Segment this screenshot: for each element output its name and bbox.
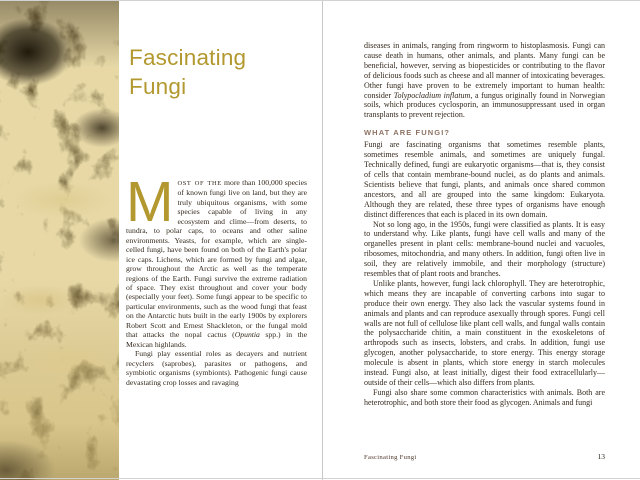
fungi-photo-shading	[0, 0, 119, 480]
page-top-edge	[0, 0, 640, 1]
fungus-name-italic: Tolypocladium inflatum	[393, 90, 471, 100]
right-paragraph-1-end: , a fungus originally found in Norwegian soils, which produces cyclosporin, an immunosuppressant used in organ transplants to prevent rejection.	[364, 90, 605, 120]
running-footer-title: Fascinating Fungi	[364, 454, 417, 461]
fungi-micrograph-photo	[0, 0, 119, 480]
chapter-title	[129, 44, 246, 101]
right-paragraph-1	[364, 41, 605, 120]
right-text-column	[364, 41, 605, 408]
right-paragraph-1-text: diseases in animals, ranging from ringworm to histoplasmosis. Fungi can cause death in humans, other animals, and plants. Many fungi can be beneficial, however, serving as biopesticides or contributing to the flavor of delicious foods such as cheese and all manner of intoxicating beverages. Other fungi have proven to be extremely important to human health: consider	[364, 41, 605, 100]
left-paragraph-1-end: spp.) in the Mexican highlands.	[126, 330, 307, 349]
chapter-title-line2: Fungi	[129, 73, 187, 99]
page-bottom-edge	[0, 478, 640, 479]
chapter-title-line1: Fascinating	[129, 45, 247, 70]
page-footer	[364, 452, 605, 461]
right-page	[323, 0, 640, 480]
right-paragraph-2: Fungi are fascinating organisms that sometimes resemble plants, sometimes resemble animals, and sometimes are uniquely fungal. Technically defined, fungi are eukaryotic organisms—that is, they consist of cells that contain membrane-bound nuclei, as do plants and animals. Scientists believe that fungi, plants, and animals once shared common ancestors, and all are grouped into the same kingdom: Eukaryota. Although they are related, these three types of organisms have enough distinct differences that each is placed in its own domain.	[364, 140, 605, 219]
right-paragraph-4: Unlike plants, however, fungi lack chlorophyll. They are heterotrophic, which means they are incapable of converting carbons into sugar to produce their own energy. They also lack the vascular systems found in animals and plants and can reproduce asexually through spores. Fungi cell walls are not full of cellulose like plant cell walls, and fungal walls contain the polysaccharide chitin, a main constituent in the exoskeletons of arthropods such as insects, lobsters, and crabs. In addition, fungi use glycogen, another polysaccharide, to store energy. This energy storage molecule is absent in plants, which store energy in starch molecules instead. Fungi also, at least initially, digest their food extracellularly—outside of their cells—which also differs from plants.	[364, 278, 605, 387]
opening-smallcaps: OST OF THE	[177, 180, 222, 187]
section-heading: WHAT ARE FUNGI?	[364, 128, 451, 138]
page-number: 13	[597, 452, 605, 461]
left-paragraph-1	[126, 170, 307, 349]
drop-cap: M	[126, 170, 174, 234]
left-paragraph-1-text: more than 100,000 species of known fungi live on land, but they are truly ubiquitous organisms, with some species capable of living in any ecosystem and clime—from deserts, to tundra, to polar caps, to oceans and other saline environments. Yeasts, for example, which are single-celled fungi, have been found on both of the Earth's polar ice caps. Lichens, which are formed by fungi and algae, grow throughout the Arctic as well as the temperate regions of the Earth. Fungi survive the extreme radiation of space. They exist throughout and cover your body (especially your feet). Some fungi appear to be specific to particular environments, such as the wood fungi that feast on the Antarctic huts built in the early 1900s by explorers Robert Scott and Ernest Shackleton, or the fungal mold that attacks the nopal cactus (	[126, 178, 307, 340]
left-text-column	[126, 170, 307, 387]
right-paragraph-5: Fungi also share some common characteristics with animals. Both are heterotrophic, and both store their food as glycogen. Animals and fungi	[364, 387, 605, 407]
left-paragraph-2: Fungi play essential roles as decayers and nutrient recyclers (saprobes), parasites or pathogens, and symbiotic organisms (symbionts). Pathogenic fungi cause devastating crop losses and ravaging	[126, 349, 307, 387]
species-name-italic: Opuntia	[234, 330, 260, 340]
right-paragraph-3: Not so long ago, in the 1950s, fungi were classified as plants. It is easy to understand why. Like plants, fungi have cell walls and many of the organelles present in plant cells: membrane-bound nuclei and vacuoles, ribosomes, mitochondria, and many others. In addition, fungi often live in soil, they are relatively immobile, and their morphology (structure) resembles that of plant roots and branches.	[364, 219, 605, 279]
